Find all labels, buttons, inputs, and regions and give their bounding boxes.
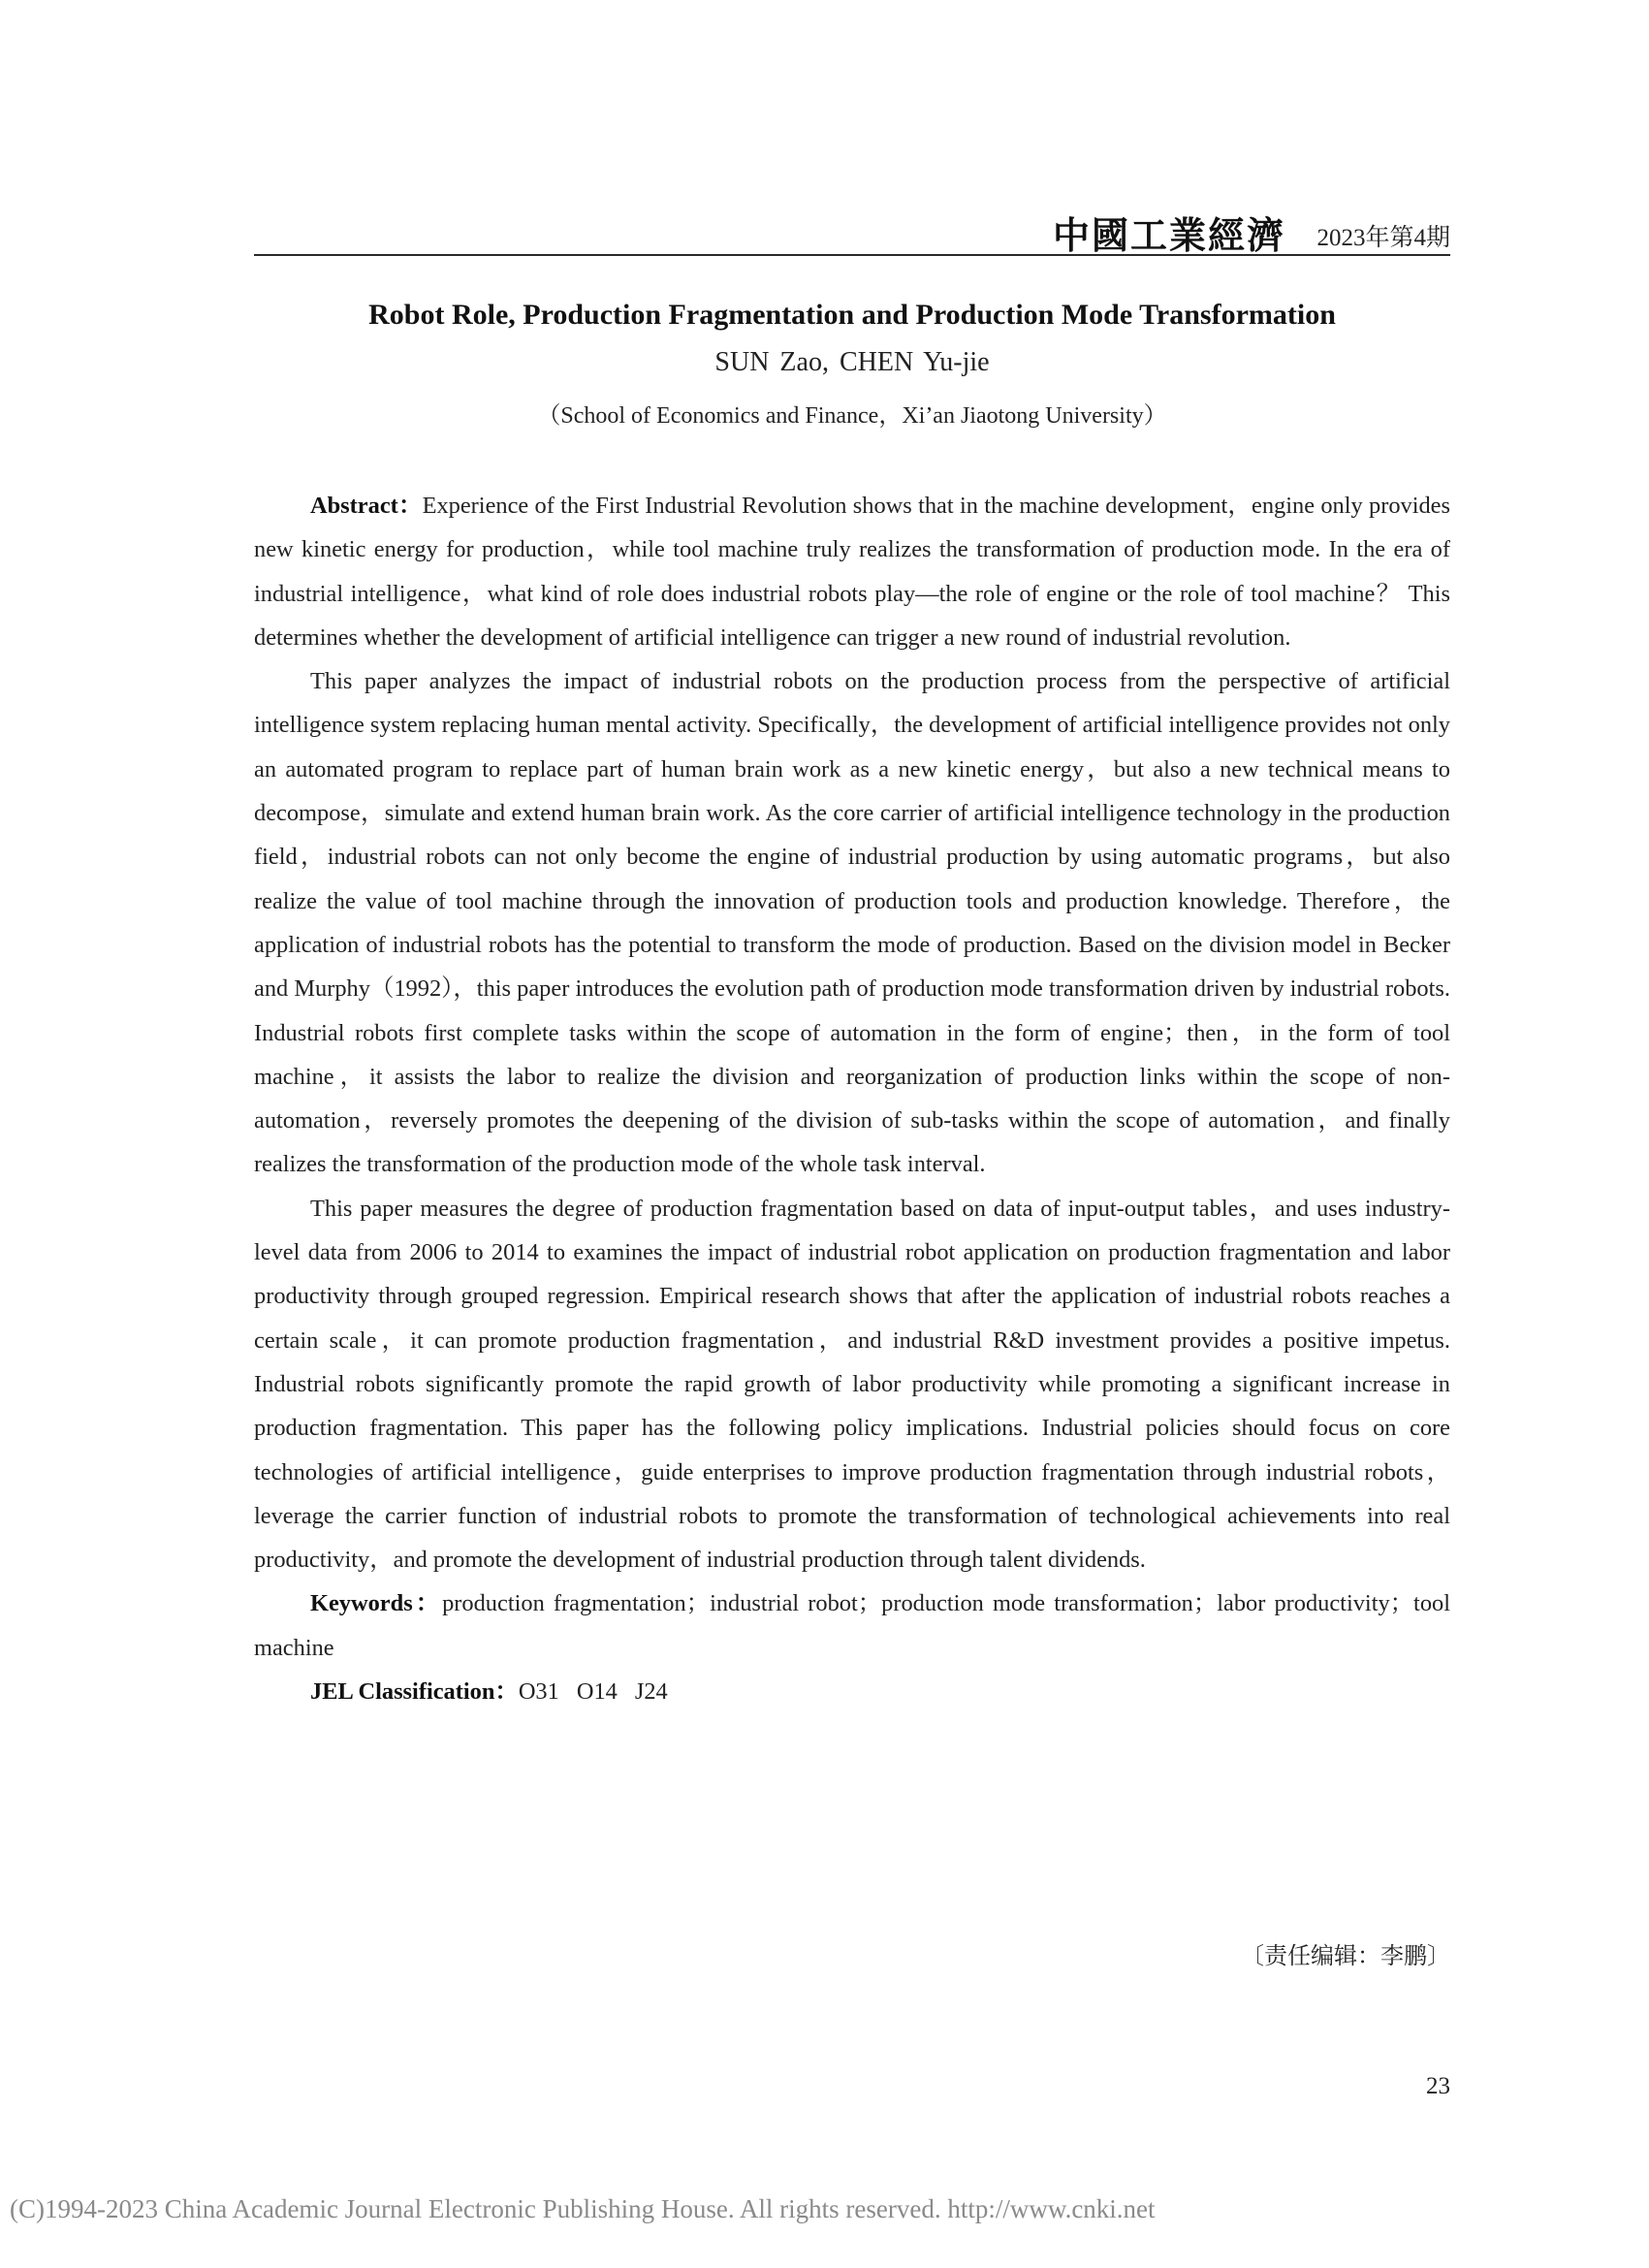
jel-code: O31 [518,1678,559,1706]
page-number: 23 [1426,2073,1450,2099]
abstract-paragraph-1 [254,484,1450,659]
journal-issue: 2023年第4期 [1316,225,1450,251]
journal-header [254,206,1450,256]
jel-code: O14 [576,1678,618,1706]
article-affiliation: （School of Economics and Finance，Xi’an Jiaotong University） [537,403,1167,429]
keywords-paragraph [254,1581,1450,1670]
abstract-paragraph-3: This paper measures the degree of production fragmentation based on data of input-output tables，and uses industry-level data from 2006 to 2014 to examines the impact of industrial robot application on production fragmentation and labor productivity through grouped regression. Empirical research shows that after the application of industrial robots reaches a certain scale，it can promote production fragmentation，and industrial R&D investment provides a positive impetus. Industrial robots significantly promote the rapid growth of labor productivity while promoting a significant increase in production fragmentation. This paper has the following policy implications. Industrial policies should focus on core technologies of artificial intelligence，guide enterprises to improve production fragmentation through industrial robots，leverage the carrier function of industrial robots to promote the transformation of technological achievements into real productivity，and promote the development of industrial production through talent dividends. [254,1195,1450,1574]
article-title: Robot Role, Production Fragmentation and Production Mode Transformation [368,299,1336,331]
article-authors: SUN Zao, CHEN Yu-jie [714,347,990,377]
abstract-label: Abstract： [310,493,423,519]
abstract-text-1: Experience of the First Industrial Revolution shows that in the machine development，engine only provides new kinetic energy for production，while tool machine truly realizes the transformation of production mode. In the era of industrial intelligence，what kind of role does industrial robots play—the role of engine or the role of tool machine？ This determines whether the development of artificial intelligence can trigger a new round of industrial revolution. [254,493,1450,651]
jel-code: J24 [634,1678,668,1706]
keywords-text: production fragmentation；industrial robot；production mode transformation；labor productivity；tool machine [254,1590,1450,1661]
responsible-editor: 〔责任编辑：李鹏〕 [1241,1942,1450,1969]
abstract-paragraph-2: This paper analyzes the impact of industrial robots on the production process from the perspective of artificial intelligence system replacing human mental activity. Specifically，the development of artificial intelligence provides not only an automated program to replace part of human brain work as a new kinetic energy，but also a new technical means to decompose，simulate and extend human brain work. As the core carrier of artificial intelligence technology in the production field，industrial robots can not only become the engine of industrial production by using automatic programs，but also realize the value of tool machine through the innovation of production tools and production knowledge. Therefore，the application of industrial robots has the potential to transform the mode of production. Based on the division model in Becker and Murphy（1992），this paper introduces the evolution path of production mode transformation driven by industrial robots. Industrial robots first complete tasks within the scope of automation in the form of engine；then，in the form of tool machine，it assists the labor to realize the division and reorganization of production links within the scope of non-automation，reversely promotes the deepening of the division of sub-tasks within the scope of automation，and finally realizes the transformation of the production mode of the whole task interval. [254,668,1450,1178]
keywords-label: Keywords： [310,1590,443,1617]
abstract-section [254,484,1450,1713]
journal-name: 中國工業經濟 [1052,214,1285,257]
jel-paragraph [254,1670,1450,1713]
copyright-footer: (C)1994-2023 China Academic Journal Electronic Publishing House. All rights reserved. http://www.cnki.net [10,2194,1156,2223]
jel-label: JEL Classification： [310,1678,519,1706]
